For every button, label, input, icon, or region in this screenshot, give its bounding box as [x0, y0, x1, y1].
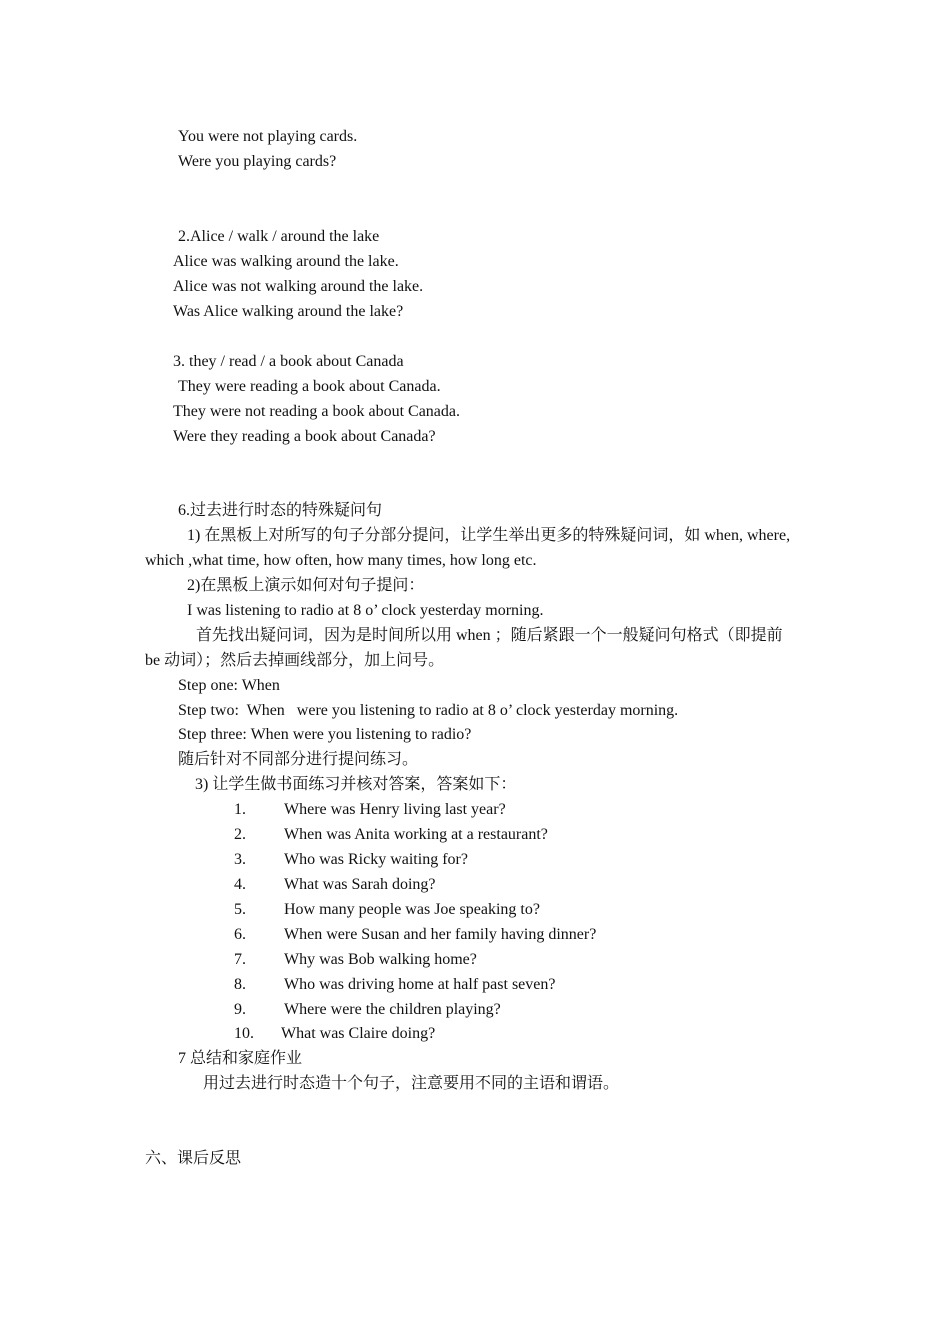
ex3-negative: They were not reading a book about Canada.: [173, 403, 461, 420]
answer-text: Why was Bob walking home?: [284, 951, 477, 968]
section7-homework: 用过去进行时态造十个句子，注意要用不同的主语和谓语。: [203, 1075, 620, 1092]
section6-point1-line2: which ,what time, how often, how many times, how long etc.: [145, 552, 537, 569]
section-six-heading: 六、课后反思: [145, 1150, 242, 1167]
answer-number: 5.: [234, 901, 246, 918]
section6-point2: 2)在黑板上演示如何对句子提问：: [187, 577, 425, 594]
answer-number: 2.: [234, 826, 246, 843]
ex2-prompt: 2.Alice / walk / around the lake: [178, 228, 380, 245]
answer-text: Who was driving home at half past seven?: [284, 976, 556, 993]
answer-text: Who was Ricky waiting for?: [284, 851, 468, 868]
practice-note: 随后针对不同部分进行提问练习。: [178, 751, 419, 768]
ex3-prompt: 3. they / read / a book about Canada: [173, 353, 404, 370]
answer-number: 1.: [234, 801, 246, 818]
section6-example-sentence: I was listening to radio at 8 o’ clock yesterday morning.: [187, 602, 544, 619]
section6-explain-line2: be 动词）；然后去掉画线部分，加上问号。: [145, 652, 445, 669]
answer-text: How many people was Joe speaking to?: [284, 901, 540, 918]
section6-explain-line1: 首先找出疑问词，因为是时间所以用 when ；随后紧跟一个一般疑问句格式（即提前: [196, 627, 783, 644]
ex2-question: Was Alice walking around the lake?: [173, 303, 404, 320]
answer-number: 6.: [234, 926, 246, 943]
section6-point3: 3) 让学生做书面练习并核对答案，答案如下：: [195, 776, 517, 793]
ex2-positive: Alice was walking around the lake.: [173, 253, 399, 270]
answer-text: Where were the children playing?: [284, 1001, 501, 1018]
step-two: Step two: When were you listening to radio at 8 o’ clock yesterday morning.: [178, 702, 679, 719]
section6-point1-line1: 1) 在黑板上对所写的句子分部分提问，让学生举出更多的特殊疑问词，如 when, where,: [187, 527, 791, 544]
section6-heading: 6.过去进行时态的特殊疑问句: [178, 502, 383, 519]
answer-text: What was Sarah doing?: [284, 876, 436, 893]
answer-number: 9.: [234, 1001, 246, 1018]
section7-heading: 7 总结和家庭作业: [178, 1050, 303, 1067]
ex1-negative: You were not playing cards.: [178, 128, 358, 145]
answer-text: When were Susan and her family having dinner?: [284, 926, 597, 943]
step-one: Step one: When: [178, 677, 280, 694]
ex2-negative: Alice was not walking around the lake.: [173, 278, 424, 295]
step-three: Step three: When were you listening to radio?: [178, 726, 472, 743]
answer-number: 7.: [234, 951, 246, 968]
ex1-question: Were you playing cards?: [178, 153, 337, 170]
answer-number: 8.: [234, 976, 246, 993]
answer-text: When was Anita working at a restaurant?: [284, 826, 548, 843]
answer-text: Where was Henry living last year?: [284, 801, 506, 818]
answer-number: 10.: [234, 1025, 254, 1042]
answer-number: 4.: [234, 876, 246, 893]
ex3-positive: They were reading a book about Canada.: [178, 378, 441, 395]
answer-number: 3.: [234, 851, 246, 868]
answer-text: What was Claire doing?: [281, 1025, 436, 1042]
ex3-question: Were they reading a book about Canada?: [173, 428, 436, 445]
